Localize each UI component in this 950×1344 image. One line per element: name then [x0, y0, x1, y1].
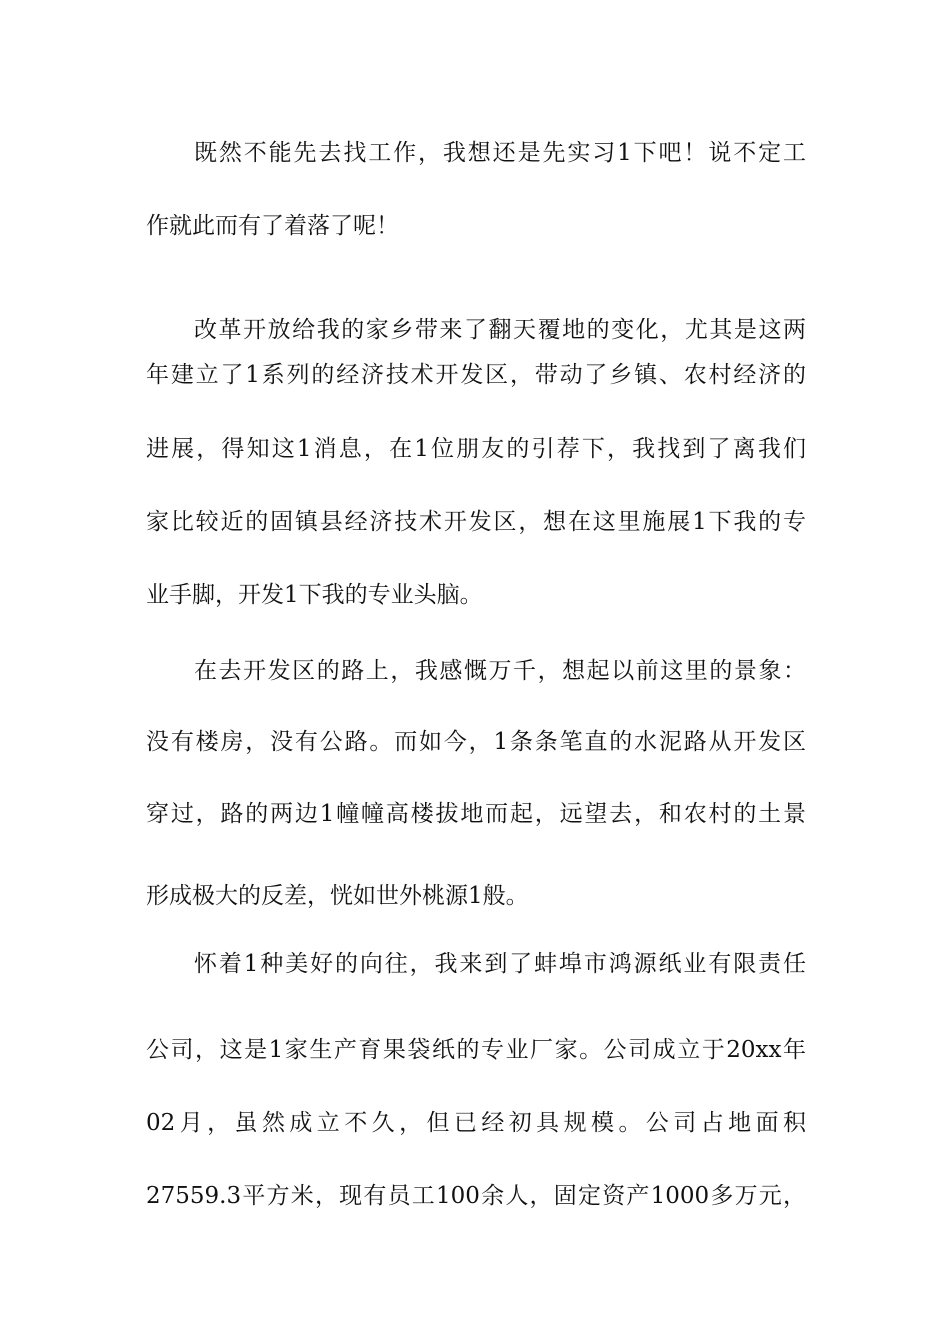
paragraph-4-line-2: 公司，这是1家生产育果袋纸的专业厂家。公司成立于20xx年: [146, 1037, 806, 1063]
paragraph-3-line-4: 形成极大的反差，恍如世外桃源1般。: [146, 883, 529, 909]
paragraph-3-line-2: 没有楼房，没有公路。而如今，1条条笔直的水泥路从开发区: [146, 729, 806, 755]
paragraph-2-line-4: 家比较近的固镇县经济技术开发区，想在这里施展1下我的专: [146, 509, 806, 535]
paragraph-3-line-1: 在去开发区的路上，我感慨万千，想起以前这里的景象：: [194, 658, 806, 684]
paragraph-2-line-5: 业手脚，开发1下我的专业头脑。: [146, 582, 483, 608]
paragraph-3-line-3: 穿过，路的两边1幢幢高楼拔地而起，远望去，和农村的土景: [146, 801, 806, 827]
paragraph-2-line-2: 年建立了1系列的经济技术开发区，带动了乡镇、农村经济的: [146, 362, 806, 388]
paragraph-4-line-1: 怀着1种美好的向往，我来到了蚌埠市鸿源纸业有限责任: [194, 951, 806, 977]
paragraph-4-line-3: 02月，虽然成立不久，但已经初具规模。公司占地面积: [146, 1110, 806, 1136]
paragraph-1-line-1: 既然不能先去找工作，我想还是先实习1下吧！说不定工: [194, 140, 806, 166]
paragraph-1-line-2: 作就此而有了着落了呢！: [146, 213, 399, 239]
paragraph-2-line-1: 改革开放给我的家乡带来了翻天覆地的变化，尤其是这两: [194, 317, 806, 343]
paragraph-4-line-4: 27559.3平方米，现有员工100余人，固定资产1000多万元，: [146, 1183, 806, 1209]
paragraph-2-line-3: 进展，得知这1消息，在1位朋友的引荐下，我找到了离我们: [146, 436, 806, 462]
